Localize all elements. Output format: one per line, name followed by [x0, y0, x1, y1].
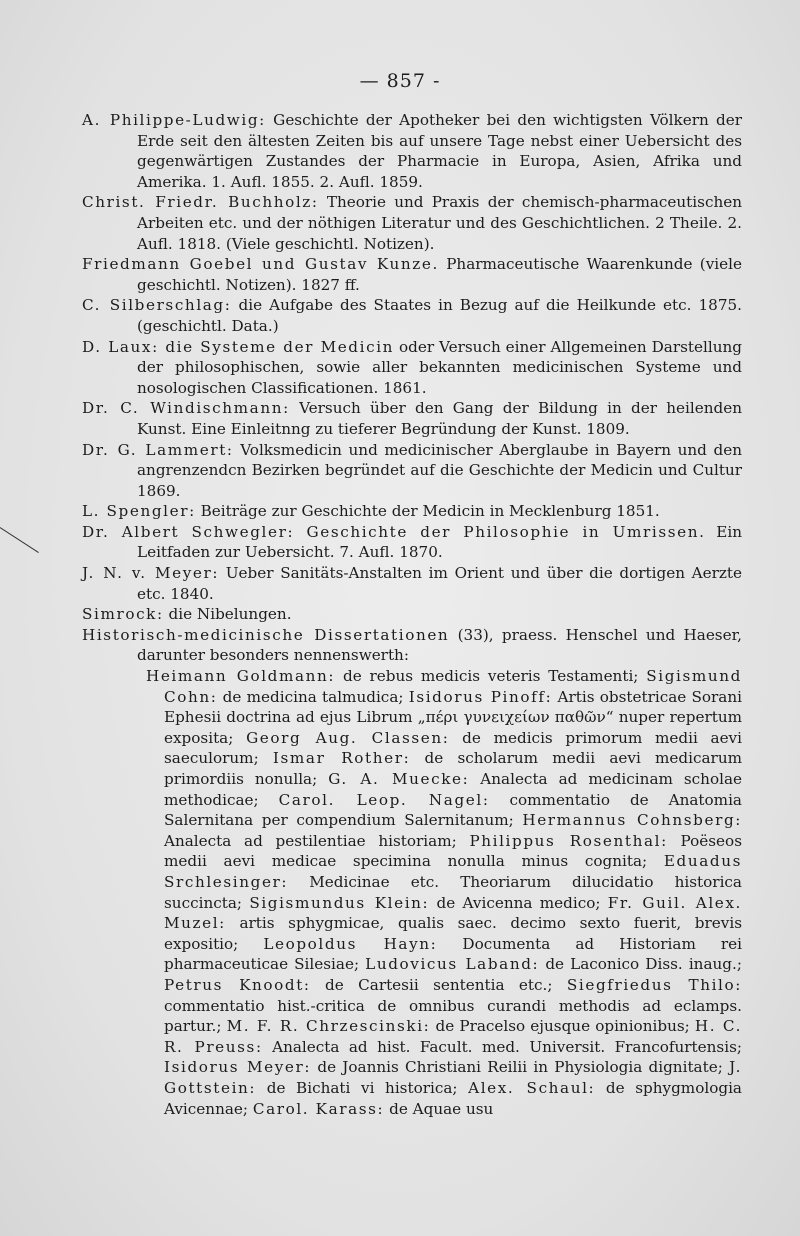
- bib-entry: [82, 337, 742, 399]
- bib-entry: [82, 522, 742, 563]
- dissertation-title: de Laconico Diss. inaug.;: [539, 955, 742, 974]
- dissertation-author: Heimann Goldmann:: [146, 667, 336, 686]
- dissertation-author: Ludovicus Laband:: [365, 955, 540, 974]
- dissertation-author: Carol. Leop. Nagel:: [278, 790, 490, 809]
- dissertation-title: Medicinae etc. Theoriarum dilucidatio historica succincta;: [164, 872, 742, 912]
- bib-author: L. Spengler:: [82, 502, 196, 521]
- bib-entry: [82, 110, 742, 192]
- dissertation-title: Poëseos medii aevi medicae specimina nonulla minus cognita;: [164, 831, 742, 871]
- dissertation-title: Analecta ad hist. Facult. med. Universit. Francofurtensis;: [262, 1037, 742, 1056]
- bib-entry: [82, 501, 742, 522]
- dissertation-author: Leopoldus Hayn:: [263, 934, 438, 953]
- dissertation-title: de Avicenna medico;: [429, 893, 608, 912]
- dissertation-author: Philippus Rosenthal:: [469, 831, 668, 850]
- bib-text: Volksmedicin und medicinischer Aberglaube in Bayern und den angrenzendcn Bezirken begründet auf die Geschichte der Medicin und Cultur 1869.: [137, 440, 742, 500]
- dissertation-author: J. Gottstein:: [164, 1058, 742, 1097]
- bib-entry: [82, 398, 742, 439]
- dissertation-title: de Pracelso ejusque opinionibus;: [430, 1017, 695, 1036]
- bib-text: (33), praess. Henschel und Haeser, darunter besonders nennenswerth:: [137, 625, 743, 665]
- bibliography-entries: [82, 110, 742, 666]
- bib-entry: [82, 440, 742, 502]
- dissertation-title: Documenta ad Historiam rei pharmaceuticae Silesiae;: [164, 934, 743, 974]
- dissertation-author: Isidorus Meyer:: [164, 1058, 312, 1077]
- bib-text: die Nibelungen.: [163, 605, 292, 624]
- dissertation-title: de Cartesii sententia etc.;: [310, 975, 567, 994]
- dissertation-author: Georg Aug. Classen:: [246, 728, 450, 747]
- bib-text: Ein Leitfaden zur Uebersicht. 7. Aufl. 1870.: [137, 522, 742, 562]
- dissertation-title: de medicina talmudica;: [217, 687, 409, 706]
- dissertation-title: de Aquae usu: [384, 1099, 494, 1118]
- bib-author: Dr. Albert Schwegler: Geschichte der Philosophie in Umrissen.: [82, 522, 706, 541]
- bib-author: J. N. v. Meyer:: [82, 564, 220, 583]
- bib-text: Beiträge zur Geschichte der Medicin in Mecklenburg 1851.: [195, 502, 660, 521]
- bib-author: Friedmann Goebel und Gustav Kunze.: [82, 255, 439, 274]
- dissertation-author: Fr. Guil. Alex. Muzel:: [164, 893, 742, 933]
- bib-text: Versuch über den Gang der Bildung in der heilenden Kunst. Eine Einleitnng zu tieferer Begründung der Kunst. 1809.: [137, 399, 742, 438]
- dissertation-author: Eduadus Srchlesinger:: [164, 852, 742, 891]
- dissertation-author: Siegfriedus Thilo:: [566, 975, 742, 994]
- dissertation-title: de sphygmologia Avicennae;: [164, 1078, 742, 1118]
- bib-entry: [82, 295, 742, 336]
- bib-text: Geschichte der Apotheker bei den wichtigsten Völkern der Erde seit den ältesten Zeiten bis auf unsere Tage nebst einer Uebersicht des gegenwärtigen Zustandes der Pharmacie in Europa, Asien, Afrika und Amerika. 1. Aufl. 1855. 2. Aufl. 1859.: [137, 111, 743, 191]
- dissertation-title: Analecta ad pestilentiae historiam;: [164, 831, 470, 850]
- bib-entry: [82, 192, 742, 254]
- bib-entry: [82, 604, 742, 625]
- dissertation-author: Hermannus Cohnsberg:: [522, 811, 742, 830]
- bib-author: Simrock:: [82, 605, 164, 624]
- dissertation-title: de rebus medicis veteris Testamenti;: [335, 667, 647, 686]
- bib-entry: [82, 563, 742, 604]
- scan-mark: [0, 527, 39, 553]
- dissertation-title: Analecta ad medicinam scholae methodicae;: [164, 770, 742, 809]
- dissertation-author: G. A. Muecke:: [328, 770, 470, 788]
- dissertation-title: artis sphygmicae, qualis saec. decimo sexto fuerit, brevis expositio;: [164, 914, 742, 953]
- dissertation-title: de Joannis Christiani Reilii in Physiologia dignitate;: [311, 1058, 730, 1077]
- bib-author: Dr. C. Windischmann:: [82, 399, 290, 418]
- bib-author: Dr. G. Lammert:: [82, 440, 234, 459]
- dissertation-author: Sigismund Cohn:: [164, 667, 742, 706]
- bib-author: D. Laux: die Systeme der Medicin: [82, 337, 395, 356]
- page-number: — 857 -: [359, 70, 441, 92]
- dissertation-title: de Bichati vi historica;: [256, 1078, 469, 1097]
- bib-author: Christ. Friedr. Buchholz:: [82, 193, 319, 212]
- dissertation-title: commentatio de Anatomia Salernitana per compendium Salernitanum;: [164, 790, 742, 830]
- bib-author: A. Philippe-Ludwig:: [82, 111, 266, 129]
- dissertation-title: Artis obstetricae Sorani Ephesii doctrina ad ejus Librum „πέρι γυνειχείων παθῶν“ nuper repertum exposita;: [164, 687, 742, 747]
- dissertation-author: Alex. Schaul:: [468, 1078, 596, 1097]
- bib-author: Historisch-medicinische Dissertationen: [82, 625, 450, 644]
- dissertation-author: Carol. Karass:: [252, 1099, 385, 1118]
- dissertation-author: H. C. R. Preuss:: [164, 1017, 742, 1056]
- bib-text: Ueber Sanitäts-Anstalten im Orient und über die dortigen Aerzte etc. 1840.: [137, 564, 742, 603]
- dissertation-title: de scholarum medii aevi medicarum primordiis nonulla;: [164, 749, 743, 788]
- bib-text: Theorie und Praxis der chemisch-pharmaceutischen Arbeiten etc. und der nöthigen Literatur und des Geschichtlichen. 2 Theile. 2. Aufl. 1818. (Viele geschichtl. Notizen).: [137, 193, 742, 253]
- bibliography: [82, 110, 742, 1119]
- bib-author: C. Silberschlag:: [82, 296, 232, 315]
- bib-text: Pharmaceutische Waarenkunde (viele geschichtl. Notizen). 1827 ff.: [137, 255, 742, 294]
- dissertation-author: M. F. R. Chrzescinski:: [226, 1017, 431, 1036]
- dissertation-title: de medicis primorum medii aevi saeculorum;: [164, 728, 742, 768]
- bib-entry: [82, 625, 742, 666]
- dissertation-author: Sigismundus Klein:: [249, 893, 430, 912]
- bib-text: oder Versuch einer Allgemeinen Darstellung der philosophischen, sowie aller bekannten medicinischen Systeme und nosologischen Classificationen. 1861.: [137, 337, 742, 397]
- bib-entry: [82, 254, 742, 295]
- dissertation-author: Isidorus Pinoff:: [408, 687, 553, 706]
- dissertation-author: Petrus Knoodt:: [164, 975, 311, 994]
- dissertation-author: Ismar Rother:: [272, 749, 411, 768]
- dissertation-title: commentatio hist.-critica de omnibus curandi methodis ad eclamps. partur.;: [164, 996, 742, 1036]
- bib-text: die Aufgabe des Staates in Bezug auf die Heilkunde etc. 1875. (geschichtl. Data.): [137, 296, 742, 335]
- dissertation-list: [82, 666, 742, 1119]
